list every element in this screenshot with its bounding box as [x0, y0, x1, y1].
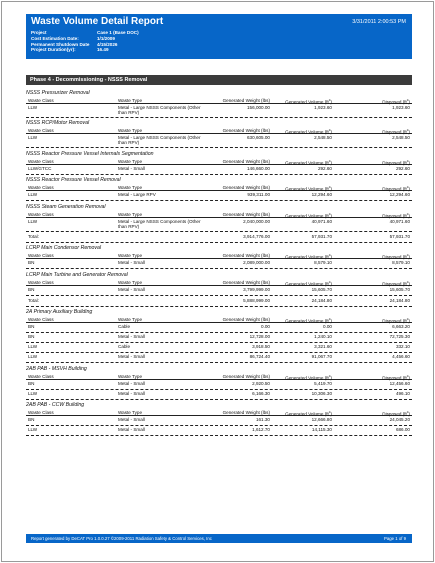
generated-weight: 6,166.30: [252, 390, 270, 396]
col-waste-class: Waste Class: [28, 279, 54, 285]
section-title: NSSS Reactor Pressure Vessel Internals Segmentation: [26, 150, 154, 157]
section: [26, 119, 412, 148]
col-generated-volume-close: ): [330, 160, 332, 166]
col-waste-type: Waste Type: [118, 211, 142, 217]
col-generated-volume-label: Generated Volume (ft: [285, 254, 329, 260]
footer-credit: Report generated by DeCAT Pro 1.0.0.27 ©2009-2011 Radiation Safety & Control Services, Inc: [31, 536, 212, 541]
generated-weight: 161.30: [255, 417, 270, 422]
table-header: [26, 373, 412, 380]
col-generated-volume-close: ): [330, 281, 332, 287]
disposed-volume: 292.60: [395, 165, 410, 171]
meta-label: Cost Estimation Date:: [31, 35, 79, 41]
generated-volume: 1,240.10: [314, 334, 332, 339]
waste-type: Metal - Large NSSS Components (Other than RPV): [118, 135, 201, 145]
total-label: Total:: [28, 297, 39, 303]
col-disposed-label: Disposed (ft: [382, 99, 407, 105]
section-title: 2A Primary Auxiliary Building: [26, 309, 93, 315]
report-date: 3/31/2011 2:00:53 PM: [352, 19, 406, 25]
section: [26, 401, 412, 436]
section: [26, 150, 412, 175]
col-disposed-exponent: 3: [406, 279, 409, 284]
col-disposed-close: ): [408, 318, 410, 324]
col-disposed-exponent: 3: [406, 97, 409, 102]
waste-type: Metal - Small: [118, 390, 145, 396]
report-header: [26, 14, 412, 59]
table-row: [26, 416, 412, 426]
col-disposed-close: ): [408, 254, 410, 260]
col-waste-class: Waste Class: [28, 185, 54, 190]
disposed-volume: 686.00: [395, 427, 410, 432]
col-waste-class: Waste Class: [28, 128, 54, 133]
generated-volume: 8,579.10: [314, 260, 332, 265]
table-header: [26, 279, 412, 286]
disposed-volume: 6,663.20: [392, 324, 410, 329]
table-row: [26, 380, 412, 390]
disposed-volume: 12,294.60: [389, 192, 410, 197]
col-disposed-exponent: 3: [406, 211, 409, 216]
phase-title: Phase 4 - Decommissioning - NSSS Removal: [26, 75, 412, 85]
col-generated-weight: Generated Weight (lbs): [222, 373, 270, 379]
generated-weight: 156,000.00: [247, 104, 270, 110]
meta-label: Project Duration(yr):: [31, 47, 76, 53]
waste-class: BN: [28, 286, 35, 292]
generated-weight: 86,724.40: [249, 354, 270, 359]
col-generated-weight: Generated Weight (lbs): [222, 185, 270, 190]
col-generated-volume-label: Generated Volume (ft: [285, 99, 329, 105]
generated-weight: 3,918.50: [252, 344, 270, 349]
table-row: [26, 191, 412, 201]
disposed-volume: 72,725.30: [389, 334, 410, 339]
col-generated-volume-label: Generated Volume (ft: [285, 375, 329, 381]
section-title: NSSS RCP/Motor Removal: [26, 120, 90, 126]
col-disposed-label: Disposed (ft: [382, 411, 407, 417]
generated-volume: 12,294.60: [311, 192, 332, 197]
col-waste-class: Waste Class: [28, 211, 54, 217]
col-waste-class: Waste Class: [28, 97, 54, 103]
generated-volume: 40,971.60: [311, 218, 332, 224]
col-waste-type: Waste Type: [118, 279, 142, 285]
table-header: [26, 252, 412, 259]
table-row: [26, 134, 412, 148]
col-disposed-close: ): [408, 281, 410, 287]
col-disposed-close: ): [408, 375, 410, 381]
waste-class: BN: [28, 417, 35, 422]
col-disposed-close: ): [408, 411, 410, 417]
col-disposed-close: ): [408, 213, 410, 219]
generated-weight: 0.00: [261, 324, 270, 329]
waste-class: BN: [28, 334, 35, 339]
disposed-volume: 332.10: [395, 344, 410, 349]
waste-type: Metal - Small: [118, 334, 145, 339]
col-disposed-label: Disposed (ft: [382, 213, 407, 219]
col-disposed-exponent: 3: [406, 158, 409, 163]
waste-class: LLW: [28, 104, 38, 110]
waste-type: Metal - Small: [118, 260, 145, 265]
col-disposed-label: Disposed (ft: [382, 318, 407, 324]
generated-volume: 12,666.80: [311, 417, 332, 422]
project-meta: [31, 30, 139, 53]
section-title: 2AB PAB - CCW Building: [26, 402, 85, 408]
generated-volume: 3,321.60: [314, 344, 332, 349]
waste-type: Metal - Small: [118, 427, 145, 432]
meta-label: Permanent Shutdown Date: [31, 41, 90, 47]
total-weight: 3,914,776.00: [243, 233, 270, 239]
col-disposed-exponent: 3: [406, 253, 409, 257]
waste-type: Cable: [118, 324, 131, 329]
generated-weight: 1,612.70: [252, 427, 270, 432]
col-waste-type: Waste Type: [118, 373, 142, 379]
table-row: [26, 165, 412, 175]
col-generated-weight: Generated Weight (lbs): [222, 279, 270, 285]
col-disposed-label: Disposed (ft: [382, 375, 407, 381]
col-disposed-exponent: 3: [406, 410, 409, 414]
waste-class: BN: [28, 260, 35, 265]
col-disposed-exponent: 3: [406, 128, 409, 132]
col-generated-volume-close: ): [330, 129, 332, 135]
generated-volume: 0.00: [323, 324, 332, 329]
disposed-volume: 1,923.60: [392, 104, 410, 110]
generated-volume: 10,306.30: [311, 390, 332, 396]
table-header: [26, 158, 412, 165]
section: [26, 89, 412, 118]
col-generated-volume-close: ): [330, 213, 332, 219]
col-waste-type: Waste Type: [118, 185, 142, 190]
disposed-volume: 12,456.60: [389, 380, 410, 386]
waste-type: Metal - Small: [118, 380, 145, 386]
generated-weight: 2,089,000.00: [243, 260, 270, 265]
col-generated-volume-label: Generated Volume (ft: [285, 411, 329, 417]
section: [26, 308, 412, 363]
col-waste-type: Waste Type: [118, 128, 142, 133]
meta-value: 4/15/2026: [97, 41, 118, 47]
col-disposed-label: Disposed (ft: [382, 254, 407, 260]
total-disposed-volume: 57,931.70: [389, 233, 410, 239]
col-generated-volume-label: Generated Volume (ft: [285, 186, 329, 192]
table-header: [26, 184, 412, 191]
waste-type: Metal - Small: [118, 417, 145, 422]
waste-type: Metal - Small: [118, 286, 145, 292]
waste-class: LLW: [28, 354, 38, 359]
waste-class: LLW: [28, 192, 38, 197]
generated-volume: 1,923.60: [314, 104, 332, 110]
section-title: LCRP Main Turbine and Generator Removal: [26, 271, 128, 278]
generated-weight: 2,040,000.00: [243, 218, 270, 224]
generated-volume: 14,115.30: [311, 427, 332, 432]
section-title: 2AB PAB - MSVH Building: [26, 365, 87, 372]
waste-class: LLW: [28, 135, 38, 140]
generated-weight: 630,605.00: [247, 135, 270, 140]
col-disposed-label: Disposed (ft: [382, 281, 407, 287]
total-weight: 5,888,999.00: [243, 297, 270, 303]
col-generated-volume-label: Generated Volume (ft: [285, 129, 329, 135]
generated-weight: 12,728.00: [249, 334, 270, 339]
section-title: NSSS Pressurizer Removal: [26, 89, 90, 96]
col-waste-class: Waste Class: [28, 158, 54, 164]
waste-type: Metal - Small: [118, 165, 145, 171]
table-row: [26, 323, 412, 333]
col-disposed-label: Disposed (ft: [382, 129, 407, 135]
col-generated-volume-label: Generated Volume (ft: [285, 160, 329, 166]
section: [26, 176, 412, 201]
section: [26, 244, 412, 269]
meta-label: Project: [31, 30, 47, 35]
generated-volume: 2,548.50: [314, 135, 332, 140]
col-generated-weight: Generated Weight (lbs): [222, 211, 270, 217]
col-generated-volume-label: Generated Volume (ft: [285, 213, 329, 219]
col-disposed-label: Disposed (ft: [382, 160, 407, 166]
waste-class: LLW/GTCC: [28, 165, 52, 171]
waste-type: Metal - Large NSSS Components (Other than RPV): [118, 218, 201, 229]
col-disposed-close: ): [408, 160, 410, 166]
disposed-volume: 24,045.20: [389, 417, 410, 422]
col-generated-volume-exponent: 3: [328, 253, 331, 257]
generated-weight: 146,660.00: [247, 165, 270, 171]
col-waste-class: Waste Class: [28, 317, 54, 322]
report-page: [1, 1, 434, 562]
col-generated-volume-exponent: 3: [328, 128, 331, 132]
table-row: [26, 343, 412, 353]
section: [26, 203, 412, 243]
col-generated-weight: Generated Weight (lbs): [222, 158, 270, 164]
table-row: [26, 426, 412, 436]
table-row: [26, 259, 412, 269]
col-generated-volume-close: ): [330, 411, 332, 417]
table-header: [26, 211, 412, 218]
waste-class: LLW: [28, 390, 38, 396]
table-row: [26, 333, 412, 343]
col-generated-weight: Generated Weight (lbs): [222, 97, 270, 103]
report-footer: [26, 534, 412, 543]
waste-type: Metal - Large RPV: [118, 192, 156, 197]
waste-class: LLW: [28, 344, 38, 349]
generated-weight: 2,920.50: [252, 380, 270, 386]
col-generated-weight: Generated Weight (lbs): [222, 128, 270, 133]
waste-type: Metal - Small: [118, 354, 145, 359]
col-generated-volume-close: ): [330, 318, 332, 324]
col-generated-volume-label: Generated Volume (ft: [285, 281, 329, 287]
col-waste-class: Waste Class: [28, 253, 54, 258]
table-header: [26, 409, 412, 416]
section-title: NSSS Steam Generation Removal: [26, 203, 106, 210]
section-title: NSSS Reactor Pressure Vessel Removal: [26, 177, 121, 183]
section-title: LCRP Main Condensor Removal: [26, 245, 102, 251]
col-generated-volume-exponent: 3: [328, 279, 331, 284]
total-generated-volume: 57,931.70: [311, 233, 332, 239]
waste-class: BN: [28, 324, 35, 329]
disposed-volume: 15,605.70: [389, 286, 410, 292]
waste-class: LLW: [28, 218, 38, 224]
col-generated-volume-close: ): [330, 99, 332, 105]
table-row: [26, 286, 412, 296]
generated-volume: 292.60: [317, 165, 332, 171]
col-waste-type: Waste Type: [118, 317, 142, 322]
col-waste-type: Waste Type: [118, 410, 142, 415]
disposed-volume: 496.10: [395, 390, 410, 396]
col-generated-volume-exponent: 3: [328, 185, 331, 189]
col-generated-volume-close: ): [330, 254, 332, 260]
report-title: Waste Volume Detail Report: [31, 16, 164, 27]
table-header: [26, 316, 412, 323]
col-generated-volume-label: Generated Volume (ft: [285, 318, 329, 324]
col-generated-weight: Generated Weight (lbs): [222, 317, 270, 322]
disposed-volume: 4,456.60: [392, 354, 410, 359]
section: [26, 365, 412, 400]
col-generated-volume-close: ): [330, 186, 332, 192]
table-row: [26, 104, 412, 118]
col-disposed-close: ): [408, 99, 410, 105]
col-generated-weight: Generated Weight (lbs): [222, 253, 270, 258]
col-disposed-exponent: 3: [406, 185, 409, 189]
table-row: [26, 218, 412, 232]
waste-type: Metal - Large NSSS Components (Other than RPV): [118, 104, 201, 115]
col-disposed-close: ): [408, 129, 410, 135]
generated-weight: 3,799,999.00: [243, 286, 270, 292]
col-generated-volume-exponent: 3: [328, 158, 331, 163]
meta-row: [31, 47, 139, 53]
col-generated-volume-close: ): [330, 375, 332, 381]
generated-volume: 15,605.70: [311, 286, 332, 292]
total-generated-volume: 24,184.80: [311, 297, 332, 303]
waste-class: BN: [28, 380, 35, 386]
col-generated-volume-exponent: 3: [328, 317, 331, 321]
col-disposed-exponent: 3: [406, 373, 409, 378]
total-row: [26, 233, 412, 243]
meta-value: Case 1 (Base DOC): [97, 30, 139, 35]
meta-value: 16.49: [97, 47, 109, 53]
col-generated-volume-exponent: 3: [328, 410, 331, 414]
col-generated-volume-exponent: 3: [328, 373, 331, 378]
report-body: [26, 87, 412, 436]
waste-type: Cable: [118, 344, 131, 349]
col-waste-type: Waste Type: [118, 253, 142, 258]
table-row: [26, 353, 412, 363]
col-waste-type: Waste Type: [118, 158, 142, 164]
waste-class: LLW: [28, 427, 38, 432]
col-disposed-close: ): [408, 186, 410, 192]
section: [26, 271, 412, 307]
table-header: [26, 97, 412, 104]
col-generated-weight: Generated Weight (lbs): [222, 410, 270, 415]
disposed-volume: 8,579.10: [392, 260, 410, 265]
generated-volume: 5,419.70: [314, 380, 332, 386]
disposed-volume: 2,548.50: [392, 135, 410, 140]
total-label: Total:: [28, 233, 39, 239]
col-waste-class: Waste Class: [28, 373, 54, 379]
col-generated-volume-exponent: 3: [328, 211, 331, 216]
col-disposed-label: Disposed (ft: [382, 186, 407, 192]
disposed-volume: 40,971.60: [389, 218, 410, 224]
total-row: [26, 297, 412, 307]
table-row: [26, 390, 412, 400]
generated-weight: 939,311.00: [247, 192, 270, 197]
page-number: Page 1 of 9: [384, 536, 406, 541]
total-disposed-volume: 24,184.80: [389, 297, 410, 303]
generated-volume: 91,067.70: [311, 354, 332, 359]
meta-value: 1/1/2009: [97, 35, 115, 41]
col-disposed-exponent: 3: [406, 317, 409, 321]
col-waste-class: Waste Class: [28, 410, 54, 415]
col-generated-volume-exponent: 3: [328, 97, 331, 102]
col-waste-type: Waste Type: [118, 97, 142, 103]
table-header: [26, 127, 412, 134]
